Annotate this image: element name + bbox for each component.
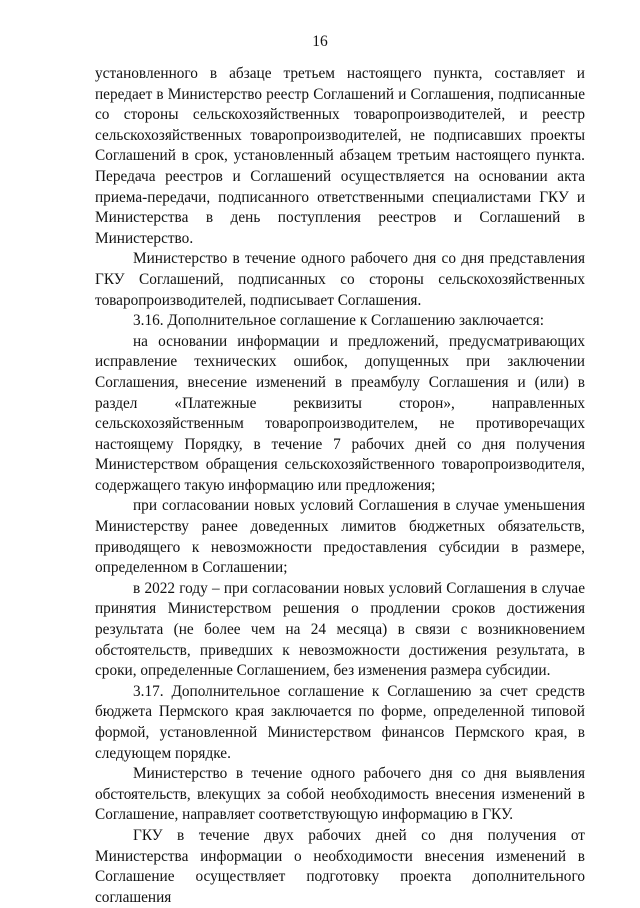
paragraph-registry-transfer: установленного в абзаце третьем настоящего пункта, составляет и передает в Министерство реестр Соглашений и Соглашения, подписанные со стороны сельскохозяйственных товаропроизводителей, и реестр сельскохозяйственных товаропроизводителей, не подписавших проекты Соглашений в срок, установленный абзацем третьим настоящего пункта. Передача реестров и Соглашений осуществляется на основании акта приема-передачи, подписанного ответственными специалистами ГКУ и Министерства в день поступления реестров и Соглашений в Министерство.: [95, 65, 585, 247]
paragraph-gku-prepares: ГКУ в течение двух рабочих дней со дня получения от Министерства информации о необходимости внесения изменений в Соглашение осуществляет подготовку проекта дополнительного соглашения: [95, 826, 585, 906]
document-body: [95, 64, 585, 908]
paragraph-2022-extension: в 2022 году – при согласовании новых условий Соглашения в случае принятия Министерством решения о продлении сроков достижения результата (не более чем на 24 месяца) в связи с возникновением обстоятельств, приведших к невозможности достижения результата, в сроки, определенные Соглашением, без изменения размера субсидии.: [95, 579, 585, 680]
paragraph-section-3-16: 3.16. Дополнительное соглашение к Соглашению заключается:: [133, 312, 544, 330]
paragraph-section-3-17: 3.17. Дополнительное соглашение к Соглашению за счет средств бюджета Пермского края заключается по форме, определенной типовой формой, установленной Министерством финансов Пермского края, в следующем порядке.: [95, 682, 585, 762]
paragraph-ministry-signs: Министерство в течение одного рабочего дня со дня представления ГКУ Соглашений, подписанных со стороны сельскохозяйственных товаропроизводителей, подписывает Соглашения.: [95, 250, 585, 309]
paragraph-technical-errors: на основании информации и предложений, предусматривающих исправление технических ошибок, допущенных при заключении Соглашения, внесение изменений в преамбулу Соглашения и (или) в раздел «Платежные реквизиты сторон», направленных сельскохозяйственным товаропроизводителем, не противоречащих настоящему Порядку, в течение 7 рабочих дней со дня получения Министерством обращения сельскохозяйственного товаропроизводителя, содержащего такую информацию или предложения;: [95, 332, 585, 494]
paragraph-ministry-notifies: Министерство в течение одного рабочего дня со дня выявления обстоятельств, влекущих за собой необходимость внесения изменений в Соглашение, направляет соответствующую информацию в ГКУ.: [95, 765, 585, 824]
page-number: 16: [312, 33, 328, 50]
paragraph-limits-reduction: при согласовании новых условий Соглашения в случае уменьшения Министерству ранее доведенных лимитов бюджетных обязательств, приводящего к невозможности предоставления субсидии в размере, определенном в Соглашении;: [95, 497, 585, 577]
